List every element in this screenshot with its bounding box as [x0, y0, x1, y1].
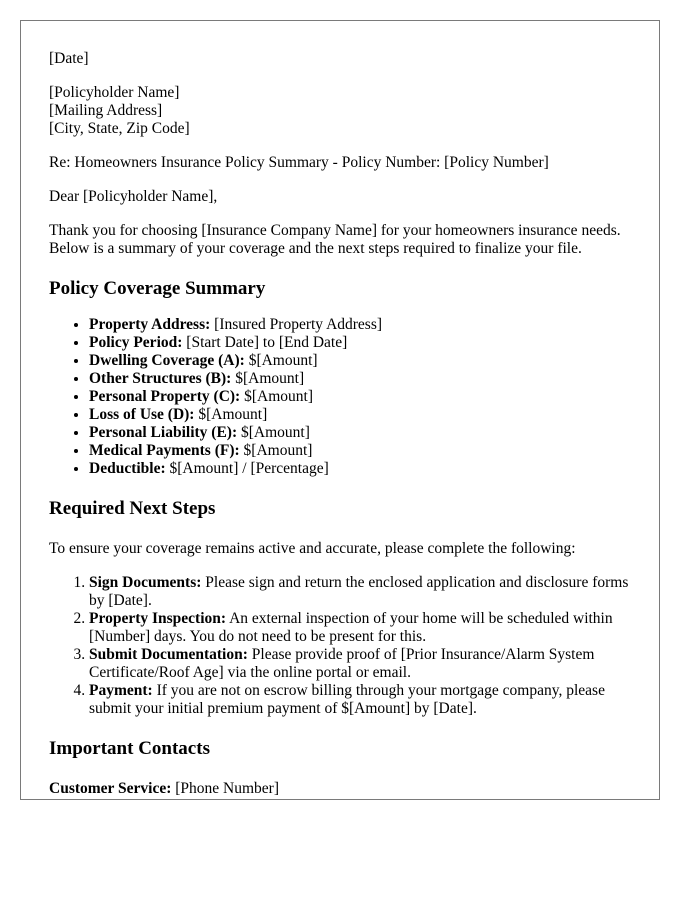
coverage-item-label: Dwelling Coverage (A):	[89, 352, 245, 369]
coverage-item	[89, 316, 631, 334]
coverage-item-value: $[Amount]	[244, 352, 318, 369]
coverage-item-value: [Start Date] to [End Date]	[182, 334, 348, 351]
recipient-mailing-address: [Mailing Address]	[49, 102, 163, 119]
customer-service-value: [Phone Number]	[171, 780, 280, 797]
coverage-item	[89, 442, 631, 460]
coverage-item-label: Personal Property (C):	[89, 388, 241, 405]
next-step-label: Property Inspection:	[89, 610, 227, 627]
coverage-item-value: $[Amount]	[239, 442, 313, 459]
next-step-text: If you are not on escrow billing through your mortgage company, please submit your initial premium payment of $[Amount] by [Date].	[89, 682, 605, 717]
coverage-item	[89, 334, 631, 352]
salutation: Dear [Policyholder Name],	[49, 188, 218, 205]
coverage-item	[89, 424, 631, 442]
coverage-item	[89, 370, 631, 388]
next-step-item	[89, 610, 631, 646]
next-step-item	[89, 574, 631, 610]
next-step-text: An external inspection of your home will be scheduled within [Number] days. You do not need to be present for this.	[89, 610, 613, 645]
recipient-address-block	[49, 84, 631, 138]
recipient-city-state-zip: [City, State, Zip Code]	[49, 120, 190, 137]
coverage-item-label: Personal Liability (E):	[89, 424, 238, 441]
contacts-heading: Important Contacts	[49, 738, 210, 759]
coverage-item-label: Medical Payments (F):	[89, 442, 240, 459]
letter-date: [Date]	[49, 50, 89, 67]
customer-service-label: Customer Service:	[49, 780, 172, 797]
next-step-item	[89, 646, 631, 682]
coverage-item	[89, 352, 631, 370]
coverage-item-value: $[Amount]	[240, 388, 313, 405]
coverage-item-value: $[Amount]	[237, 424, 310, 441]
coverage-item-label: Other Structures (B):	[89, 370, 232, 387]
coverage-item	[89, 406, 631, 424]
next-step-item	[89, 682, 631, 718]
coverage-item-label: Property Address:	[89, 316, 211, 333]
intro-paragraph: Thank you for choosing [Insurance Company Name] for your homeowners insurance needs. Below is a summary of your coverage and the next steps required to finalize your file.	[49, 222, 621, 257]
coverage-item-value: $[Amount]	[194, 406, 268, 423]
letter-page	[20, 20, 660, 800]
subject-line: Re: Homeowners Insurance Policy Summary - Policy Number: [Policy Number]	[49, 154, 549, 171]
customer-service-line	[49, 780, 631, 798]
letter-content	[21, 21, 659, 798]
next-step-label: Payment:	[89, 682, 153, 699]
coverage-item-value: $[Amount] / [Percentage]	[165, 460, 329, 477]
coverage-item-value: $[Amount]	[231, 370, 305, 387]
coverage-item-label: Policy Period:	[89, 334, 183, 351]
next-step-label: Submit Documentation:	[89, 646, 248, 663]
next-steps-heading: Required Next Steps	[49, 498, 216, 519]
next-steps-intro: To ensure your coverage remains active and accurate, please complete the following:	[49, 540, 576, 557]
coverage-item-label: Loss of Use (D):	[89, 406, 195, 423]
coverage-item	[89, 460, 631, 478]
next-step-text: Please provide proof of [Prior Insurance/Alarm System Certificate/Roof Age] via the online portal or email.	[89, 646, 595, 681]
coverage-item	[89, 388, 631, 406]
recipient-name: [Policyholder Name]	[49, 84, 180, 101]
coverage-heading: Policy Coverage Summary	[49, 278, 266, 299]
coverage-item-value: [Insured Property Address]	[210, 316, 383, 333]
next-steps-list	[49, 574, 631, 718]
next-step-label: Sign Documents:	[89, 574, 202, 591]
coverage-list	[49, 316, 631, 478]
next-step-text: Please sign and return the enclosed application and disclosure forms by [Date].	[89, 574, 629, 609]
coverage-item-label: Deductible:	[89, 460, 166, 477]
